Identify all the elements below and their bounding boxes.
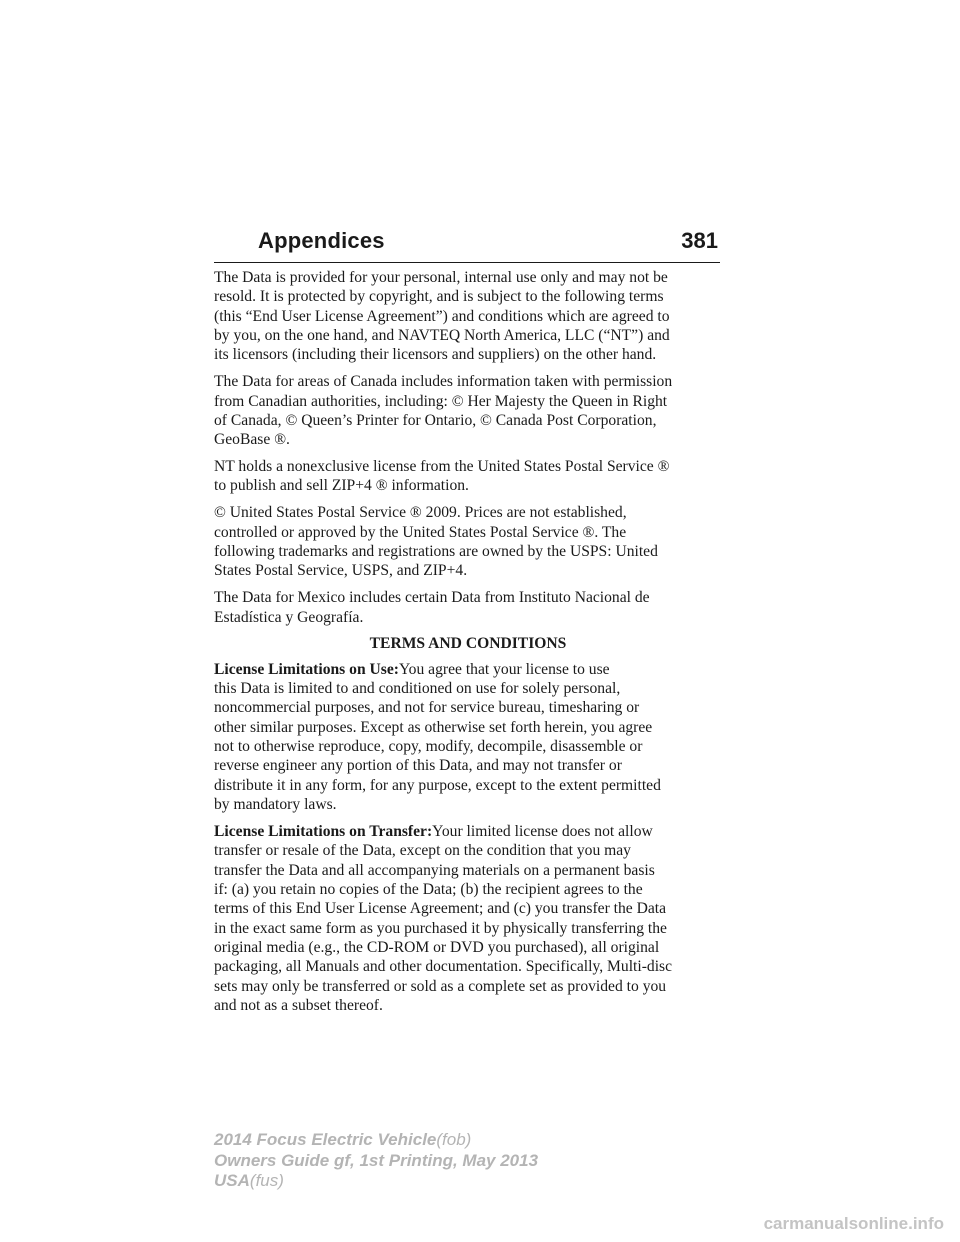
paragraph-usps-license: NT holds a nonexclusive license from the United States Postal Service ® to publish and sell ZIP+4 ® information. bbox=[214, 458, 670, 495]
limitations-use-text: You agree that your license to use this Data is limited to and conditioned on use for solely personal, noncommercial purposes, and not for service bureau, timesharing or other similar purposes. Except as otherwise set forth herein, you agree not to otherwise reproduce, copy, modify, decompile, disassemble or reverse engineer any portion of this Data, and may not transfer or distribute it in any form, for any purpose, except to the extent permitted by mandatory laws. bbox=[214, 660, 661, 814]
print-footer bbox=[214, 1130, 538, 1192]
limitations-transfer-lead: License Limitations on Transfer: bbox=[214, 822, 433, 840]
page-number: 381 bbox=[681, 228, 718, 253]
paragraph-limitations-use bbox=[214, 660, 722, 815]
limitations-use-lead: License Limitations on Use: bbox=[214, 660, 399, 678]
page-header bbox=[214, 226, 720, 263]
footer-line-guide: Owners Guide gf, 1st Printing, May 2013 bbox=[214, 1150, 539, 1170]
paragraph-limitations-transfer bbox=[214, 822, 722, 1015]
paragraph-data-use: The Data is provided for your personal, internal use only and may not be resold. It is protected by copyright, and is subject to the following terms (this “End User License Agreement”) and conditions which are agreed to by you, on the one hand, and NAVTEQ North America, LLC (“NT”) and its licensors (including their licensors and suppliers) on the other hand. bbox=[214, 269, 670, 364]
paragraph-mexico: The Data for Mexico includes certain Data from Instituto Nacional de Estadística y Geografía. bbox=[214, 589, 650, 626]
footer-line-market: USA(fus) bbox=[214, 1171, 284, 1190]
terms-heading: TERMS AND CONDITIONS bbox=[369, 635, 567, 653]
paragraph-canada: The Data for areas of Canada includes information taken with permission from Canadian authorities, including: © Her Majesty the Queen in Right of Canada, © Queen’s Printer for Ontario, © Canada Post Corporation, GeoBase ®. bbox=[214, 373, 673, 449]
paragraph-usps-trademarks: © United States Postal Service ® 2009. Prices are not established, controlled or approved by the United States Postal Service ®. The following trademarks and registrations are owned by the USPS: United States Postal Service, USPS, and ZIP+4. bbox=[214, 504, 658, 580]
site-watermark: carmanualsonline.info bbox=[763, 1214, 944, 1233]
page-body bbox=[214, 268, 722, 1023]
section-title: Appendices bbox=[258, 228, 385, 253]
limitations-transfer-text: Your limited license does not allow transfer or resale of the Data, except on the condition that you may transfer the Data and all accompanying materials on a permanent basis if: (a) you retain no copies of the Data; (b) the recipient agrees to the terms of this End User License Agreement; and (c) you transfer the Data in the exact same form as you purchased it by physically transferring the original media (e.g., the CD-ROM or DVD you purchased), all original packaging, all Manuals and other documentation. Specifically, Multi-disc sets may only be transferred or sold as a complete set as provided to you and not as a subset thereof. bbox=[214, 822, 673, 1015]
footer-line-vehicle: 2014 Focus Electric Vehicle(fob) bbox=[214, 1130, 472, 1149]
